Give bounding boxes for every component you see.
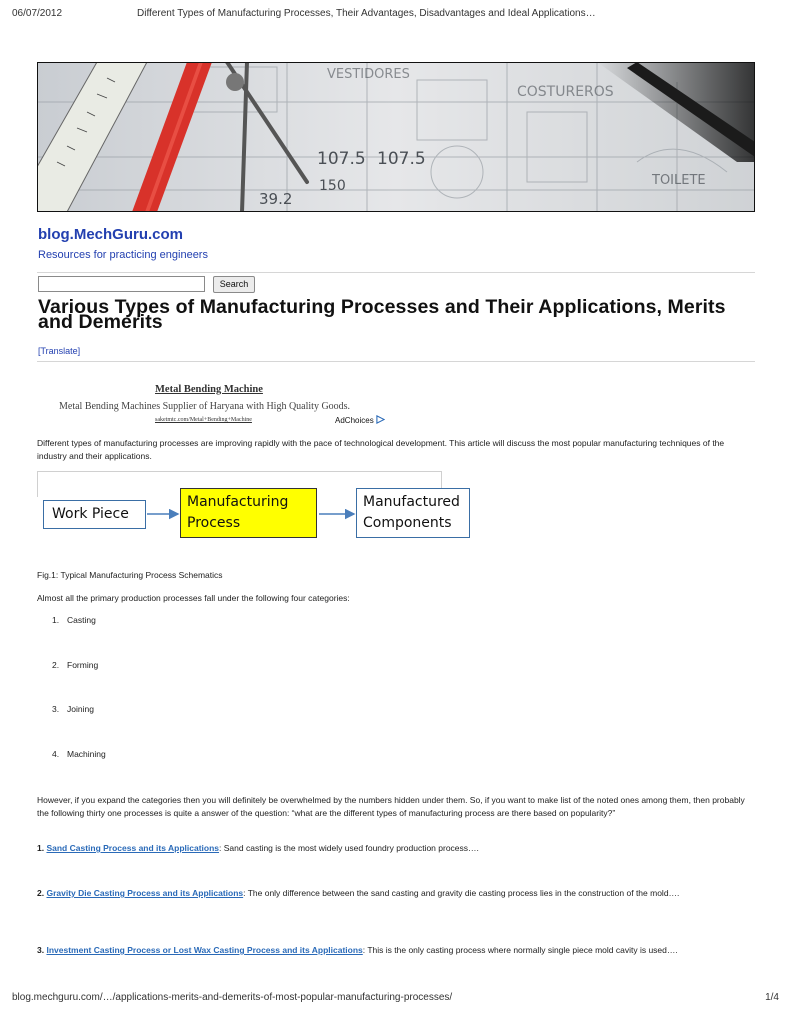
search-button[interactable]: Search (213, 276, 255, 293)
list-item-label: Machining (67, 749, 106, 759)
intro-text: Different types of manufacturing processes are improving rapidly with the pace of technological development. This article will discuss the most popular manufacturing techniques of the industry and their applications. (37, 438, 725, 461)
entry-text: : Sand casting is the most widely used foundry production process…. (219, 843, 479, 853)
list-item-label: Casting (67, 615, 96, 625)
components-line-2: Components (363, 515, 452, 531)
list-item (52, 615, 96, 625)
list-item-number: 2. (52, 660, 60, 670)
adchoices-icon (376, 415, 385, 424)
banner-label: 107.5 (377, 149, 426, 169)
divider (37, 272, 755, 273)
intro-paragraph (37, 437, 752, 463)
entry-number: 2. (37, 888, 45, 898)
process-line-1: Manufacturing (187, 494, 289, 510)
print-title: Different Types of Manufacturing Processes, Their Advantages, Disadvantages and Ideal Applications… (137, 8, 596, 19)
list-item-number: 1. (52, 615, 60, 625)
banner-label: 150 (319, 178, 346, 194)
expand-paragraph (37, 794, 752, 820)
process-schematic (40, 488, 475, 540)
site-tagline: Resources for practicing engineers (38, 249, 208, 261)
work-piece-box: Work Piece (43, 500, 146, 529)
entry-link[interactable]: Gravity Die Casting Process and its Applications (46, 888, 244, 898)
print-date: 06/07/2012 (12, 8, 63, 19)
entry-number: 3. (37, 945, 45, 955)
banner-label: COSTUREROS (517, 84, 614, 100)
entry-text: : This is the only casting process where normally single piece mold cavity is used…. (362, 945, 678, 955)
categories-intro: Almost all the primary production processes fall under the following four categories: (37, 593, 350, 603)
divider (37, 361, 755, 362)
entry-number: 1. (37, 843, 45, 853)
print-header (12, 8, 779, 24)
figure-caption: Fig.1: Typical Manufacturing Process Schematics (37, 570, 223, 580)
translate-link[interactable]: [Translate] (38, 346, 81, 356)
banner-label: 107.5 (317, 149, 366, 169)
list-item-label: Forming (67, 660, 99, 670)
banner-illustration (37, 62, 755, 212)
entry-text: : The only difference between the sand casting and gravity die casting process lies in the construction of the mold…. (243, 888, 680, 898)
list-item (52, 704, 94, 714)
ad-choices[interactable] (335, 415, 385, 425)
process-entry (37, 887, 752, 899)
entry-link[interactable]: Sand Casting Process and its Applications (46, 843, 220, 853)
components-line-1: Manufactured (363, 494, 460, 510)
process-entry (37, 944, 752, 956)
list-item (52, 660, 98, 670)
manufacturing-process-box (180, 488, 317, 538)
header-banner-image (37, 62, 755, 212)
print-footer (12, 992, 779, 1008)
process-entry (37, 842, 752, 854)
ad-choices-label: AdChoices (335, 416, 374, 425)
ad-url-link[interactable]: saketmtc.com/Metal+Bending+Machine (155, 417, 252, 423)
banner-label: TOILETE (652, 173, 706, 188)
print-url: blog.mechguru.com/…/applications-merits-and-demerits-of-most-popular-manufacturing-processes/ (12, 992, 453, 1003)
manufactured-components-box (356, 488, 470, 538)
ad-title-link[interactable]: Metal Bending Machine (155, 384, 263, 395)
list-item (52, 749, 106, 759)
list-item-number: 4. (52, 749, 60, 759)
site-name[interactable]: blog.MechGuru.com (38, 226, 184, 243)
list-item-label: Joining (67, 704, 94, 714)
expand-text: However, if you expand the categories then you will definitely be overwhelmed by the numbers hidden under them. So, if you want to make list of the noted ones among them, then probably the following thirty one processes is quite a answer of the question: “what are the different types of manufacturing process are there based on popularity?” (37, 795, 745, 818)
banner-label: 39.2 (259, 190, 293, 208)
list-item-number: 3. (52, 704, 60, 714)
post-title: Various Types of Manufacturing Processes and Their Applications, Merits and Demerits (38, 296, 726, 333)
ad-description: Metal Bending Machines Supplier of Haryana with High Quality Goods. (59, 401, 351, 412)
process-line-2: Process (187, 515, 241, 531)
print-page-number: 1/4 (765, 992, 779, 1003)
banner-label: VESTIDORES (327, 67, 410, 82)
search-input[interactable] (38, 276, 205, 292)
entry-link[interactable]: Investment Casting Process or Lost Wax Casting Process and its Applications (46, 945, 363, 955)
